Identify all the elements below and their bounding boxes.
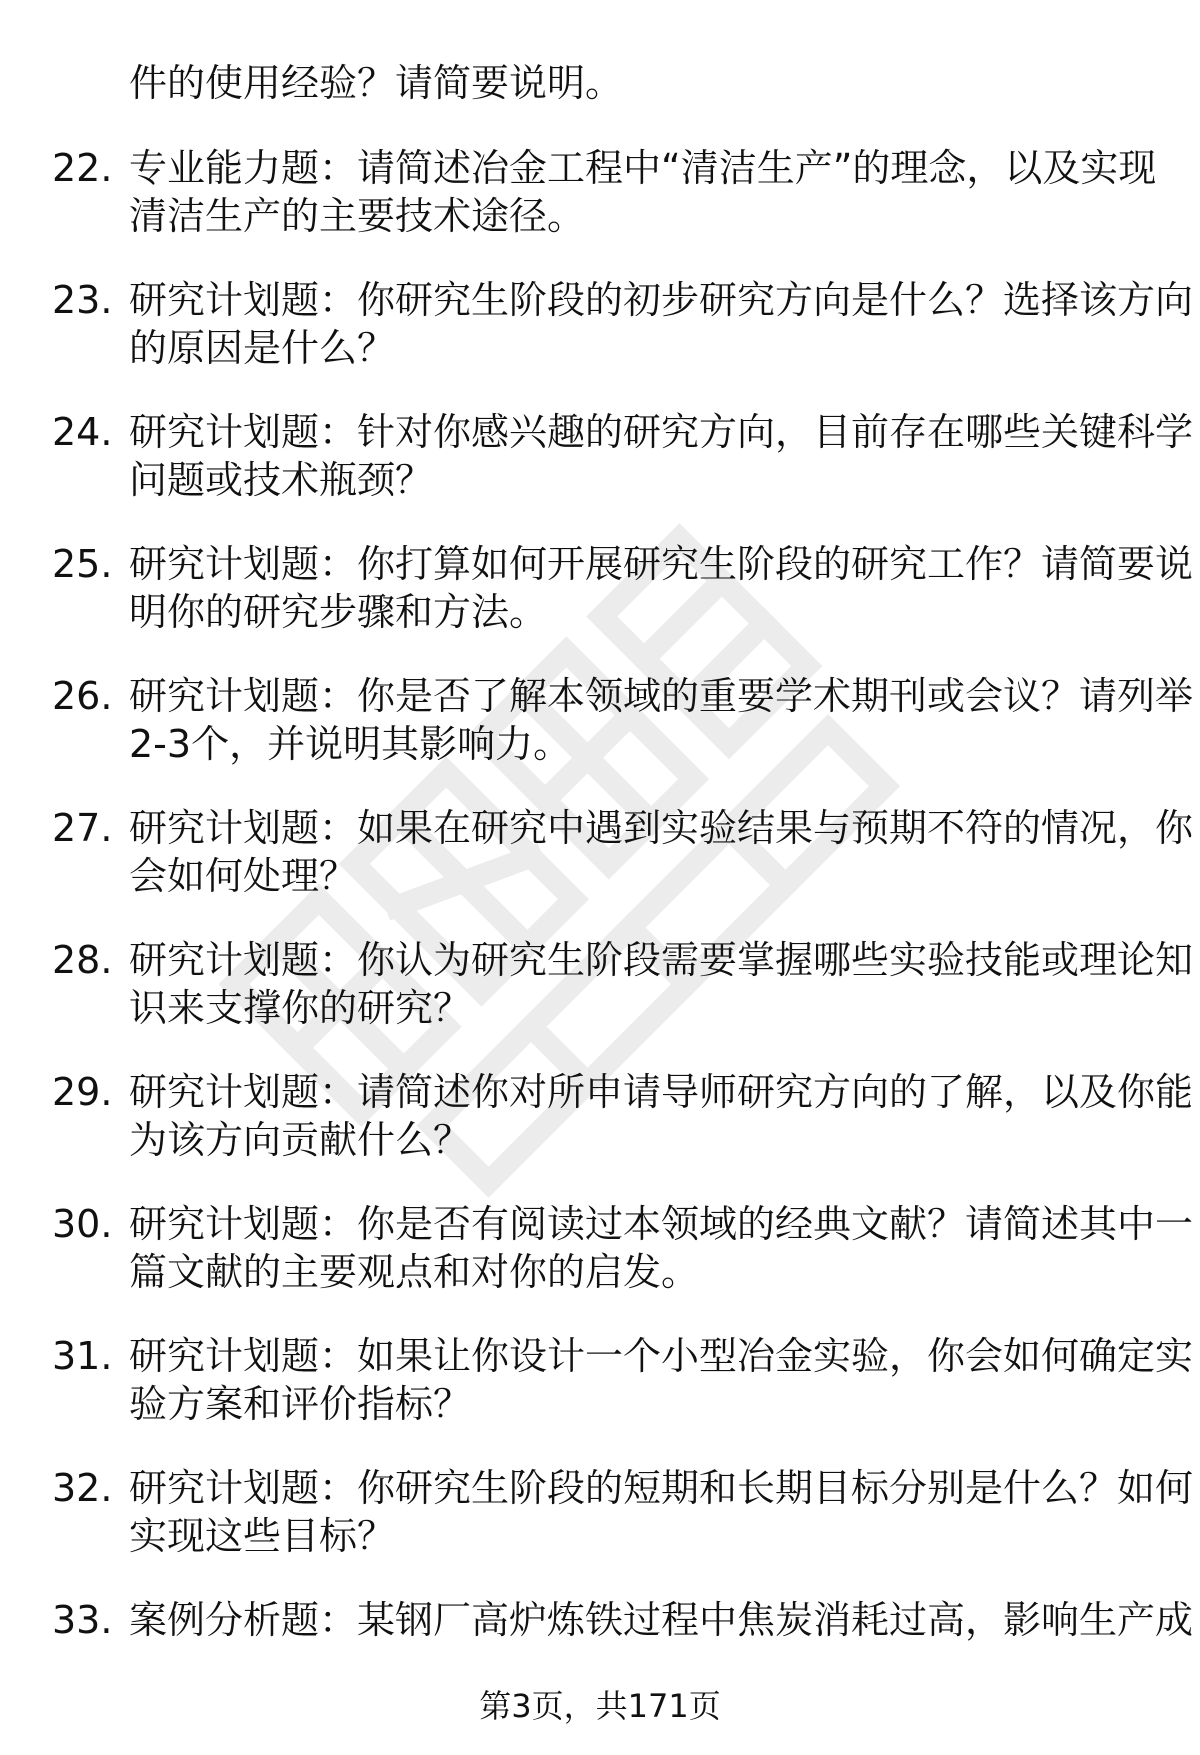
question-line: 研究计划题：如果让你设计一个小型冶金实验，你会如何确定实 <box>129 1334 1194 1378</box>
question-number: 29. <box>52 1070 113 1114</box>
question-line: 篇文献的主要观点和对你的启发。 <box>129 1250 700 1294</box>
question-line: 为该方向贡献什么？ <box>129 1118 472 1162</box>
question-number: 22. <box>52 146 113 190</box>
question-line: 研究计划题：请简述你对所申请导师研究方向的了解，以及你能 <box>129 1070 1194 1114</box>
question-line: 专业能力题：请简述冶金工程中“清洁生产”的理念，以及实现 <box>129 146 1157 190</box>
question-line: 研究计划题：你认为研究生阶段需要掌握哪些实验技能或理论知 <box>129 938 1194 982</box>
question-line: 件的使用经验？请简要说明。 <box>129 61 624 105</box>
question-number: 24. <box>52 410 113 454</box>
question-line: 验方案和评价指标？ <box>129 1382 472 1426</box>
question-number: 30. <box>52 1202 113 1246</box>
question-number: 31. <box>52 1334 113 1378</box>
question-line: 研究计划题：你是否了解本领域的重要学术期刊或会议？请列举 <box>129 674 1194 718</box>
question-line: 会如何处理？ <box>129 854 358 898</box>
question-number: 25. <box>52 542 113 586</box>
question-line: 明你的研究步骤和方法。 <box>129 590 548 634</box>
question-number: 27. <box>52 806 113 850</box>
question-line: 问题或技术瓶颈？ <box>129 458 434 502</box>
page-number-footer: 第3页，共171页 <box>479 1687 721 1725</box>
question-line: 研究计划题：你研究生阶段的初步研究方向是什么？选择该方向 <box>129 278 1194 322</box>
question-line: 识来支撑你的研究？ <box>129 986 472 1030</box>
question-line: 2-3个，并说明其影响力。 <box>129 722 572 766</box>
question-number: 23. <box>52 278 113 322</box>
question-line: 研究计划题：如果在研究中遇到实验结果与预期不符的情况，你 <box>129 806 1194 850</box>
question-number: 33. <box>52 1598 113 1642</box>
question-line: 研究计划题：你打算如何开展研究生阶段的研究工作？请简要说 <box>129 542 1194 586</box>
question-number: 28. <box>52 938 113 982</box>
question-line: 清洁生产的主要技术途径。 <box>129 194 586 238</box>
question-line: 研究计划题：针对你感兴趣的研究方向，目前存在哪些关键科学 <box>129 410 1194 454</box>
question-line: 案例分析题：某钢厂高炉炼铁过程中焦炭消耗过高，影响生产成 <box>129 1598 1194 1642</box>
question-number: 26. <box>52 674 113 718</box>
question-line: 实现这些目标？ <box>129 1514 396 1558</box>
question-number: 32. <box>52 1466 113 1510</box>
question-line: 研究计划题：你是否有阅读过本领域的经典文献？请简述其中一 <box>129 1202 1194 1246</box>
question-line: 的原因是什么？ <box>129 326 396 370</box>
question-line: 研究计划题：你研究生阶段的短期和长期目标分别是什么？如何 <box>129 1466 1194 1510</box>
